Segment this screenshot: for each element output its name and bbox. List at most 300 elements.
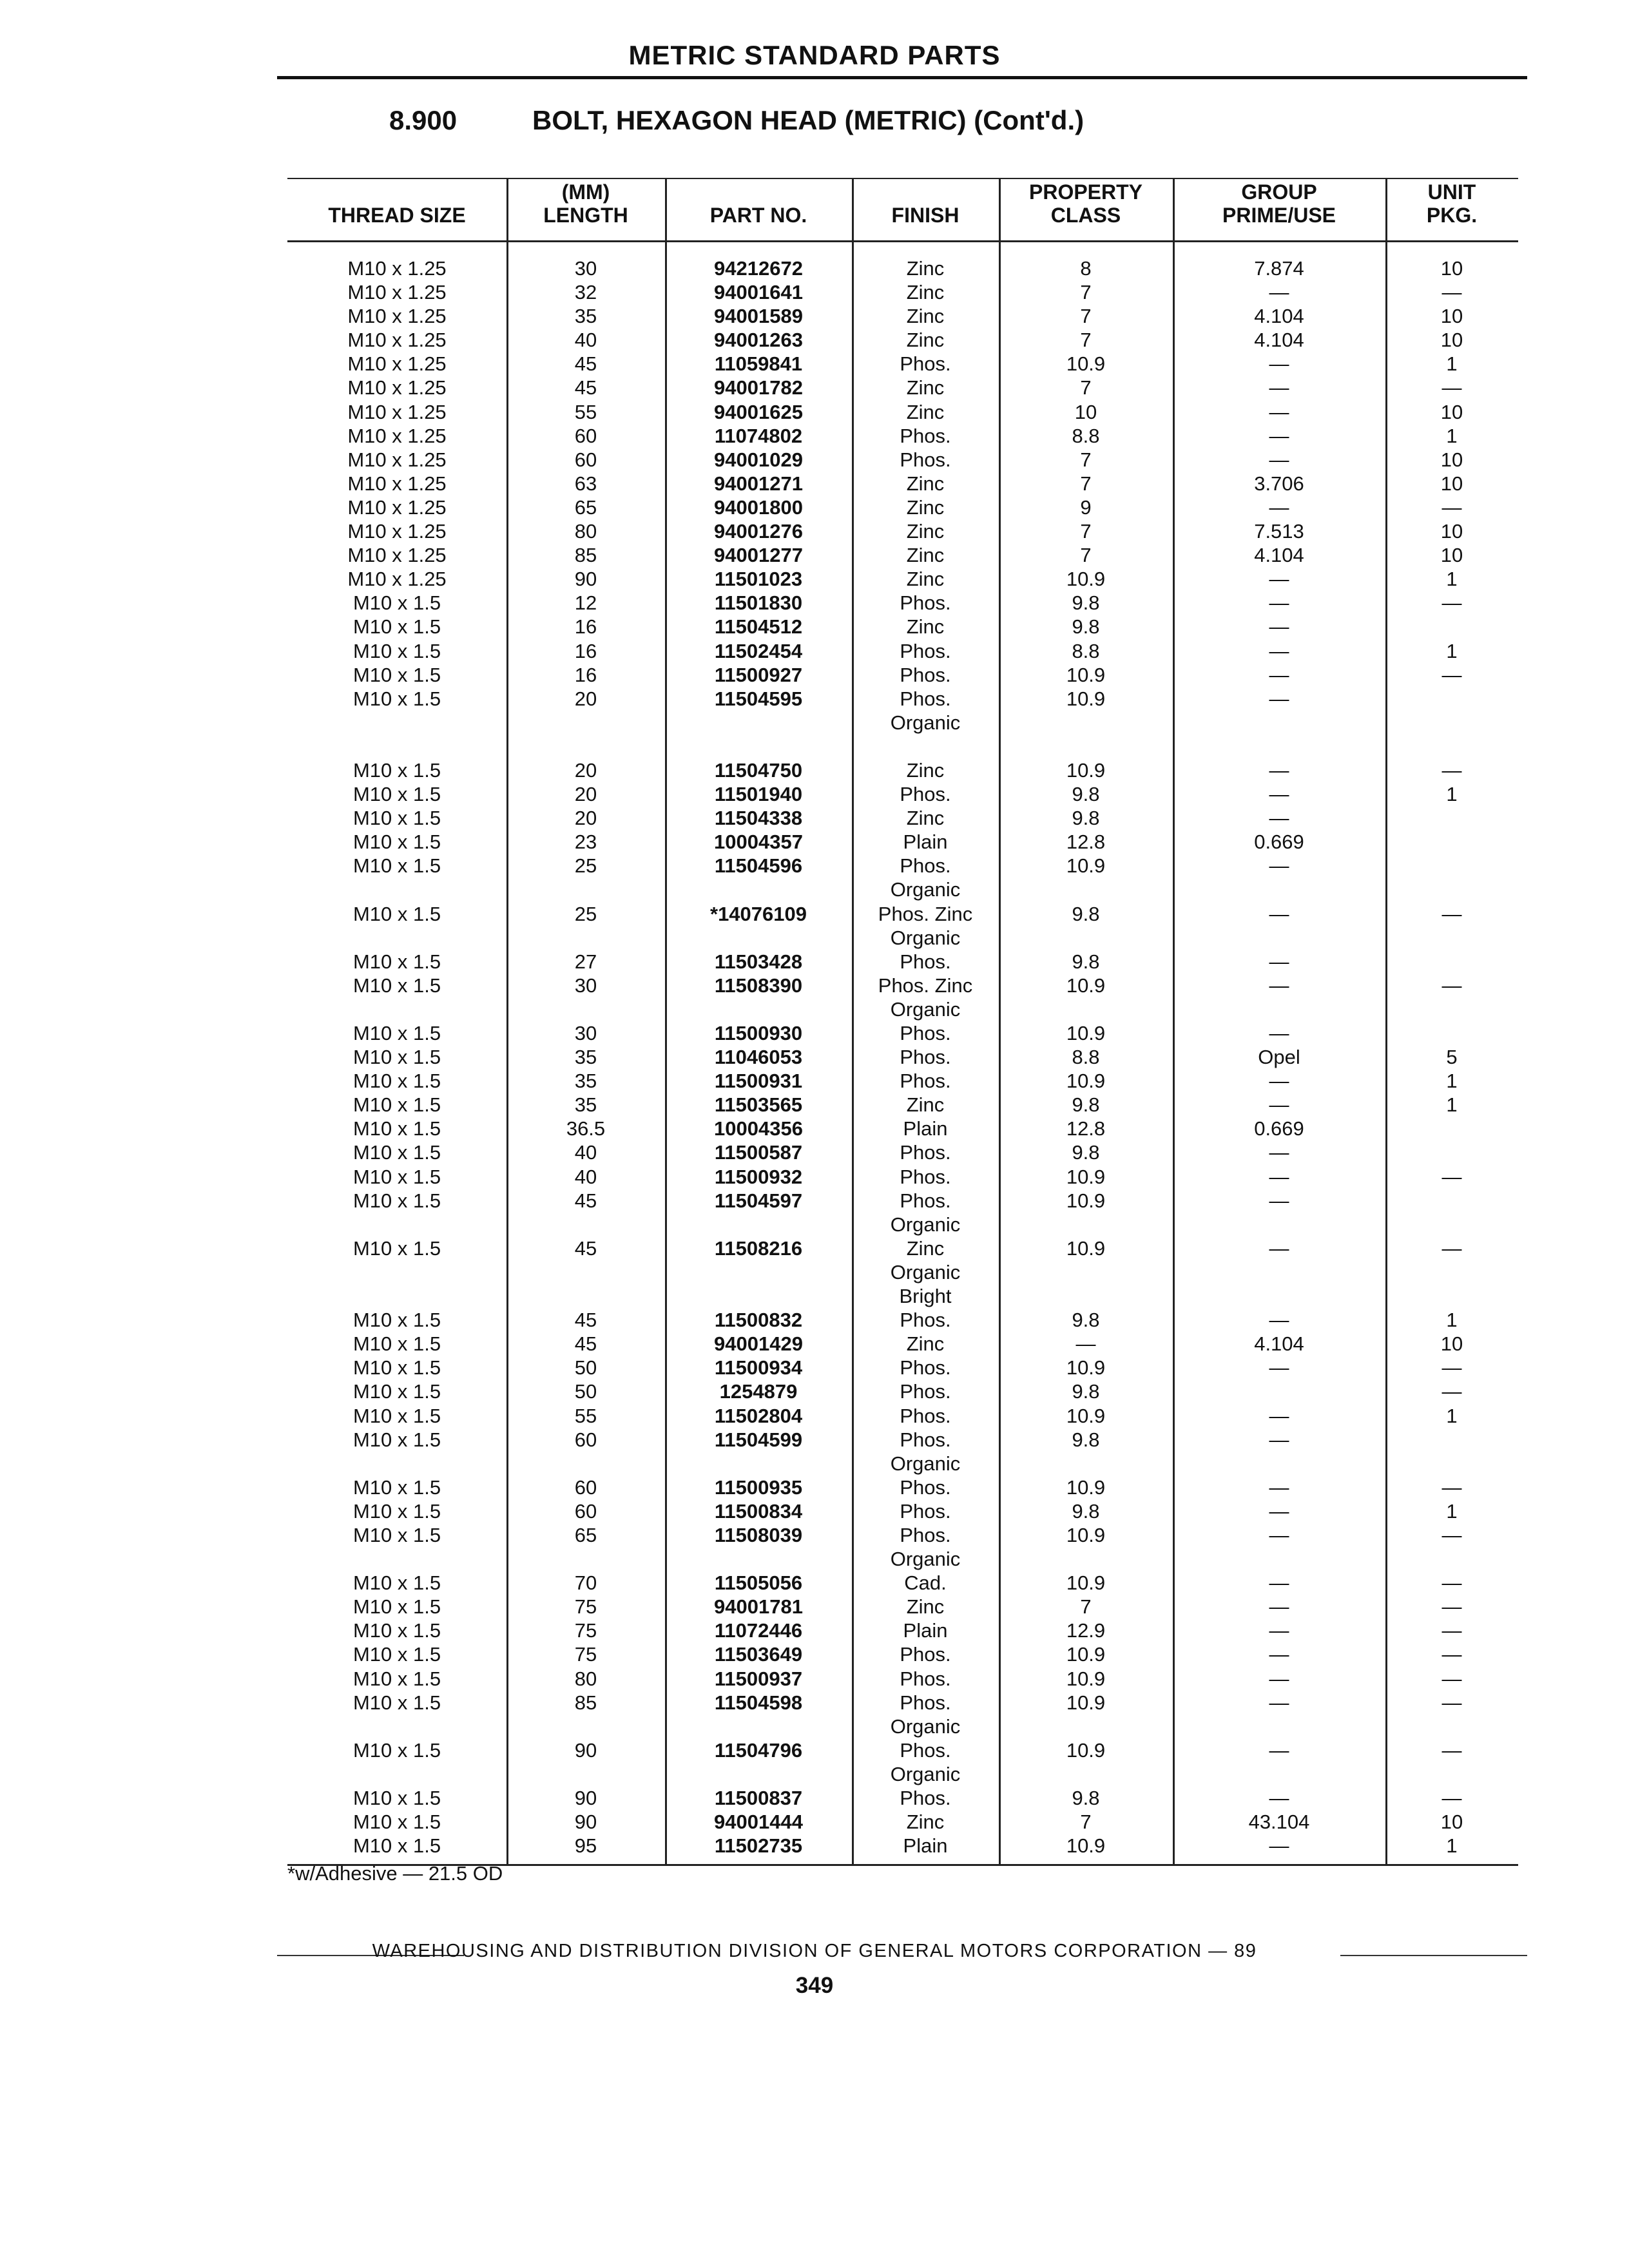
property-class-cell: 9.8 [1072, 783, 1100, 806]
length-cell: 35 [574, 305, 597, 328]
property-class-cell: 10.9 [1066, 1070, 1106, 1093]
property-class-cell: 9.8 [1072, 615, 1100, 639]
property-class-cell: 10.9 [1066, 854, 1106, 878]
property-class-cell: 10.9 [1066, 352, 1106, 376]
finish-cell: Phos. [900, 1189, 951, 1212]
property-class-cell: 9.8 [1072, 1787, 1100, 1809]
thread-size-cell: M10 x 1.5 [352, 591, 441, 615]
thread-size-cell: M10 x 1.25 [347, 568, 447, 591]
unit-pkg-cell: 10 [1440, 472, 1463, 495]
unit-pkg-cell: 10 [1440, 448, 1463, 471]
table-row [287, 902, 1518, 926]
unit-pkg-cell: — [1441, 1595, 1462, 1619]
unit-pkg-cell: 10 [1440, 329, 1463, 352]
length-cell: 35 [574, 1093, 597, 1117]
table-row [287, 997, 1518, 1021]
table-row [287, 974, 1518, 997]
table-row [287, 448, 1518, 472]
length-cell: 35 [574, 1046, 597, 1069]
group-cell: — [1269, 758, 1289, 782]
length-cell: 30 [574, 974, 597, 997]
group-cell: — [1269, 1619, 1289, 1642]
property-class-cell: 9.8 [1072, 1499, 1100, 1523]
table-row [287, 1356, 1518, 1379]
group-cell: — [1269, 1093, 1289, 1117]
table-row [287, 352, 1518, 376]
part-number-cell: 94001589 [714, 305, 803, 328]
length-cell: 45 [574, 352, 597, 376]
finish-cell: Phos. [900, 1499, 951, 1523]
thread-size-cell: M10 x 1.5 [352, 1117, 441, 1140]
group-cell: 7.513 [1254, 520, 1304, 543]
finish-cell: Organic [890, 997, 961, 1021]
part-number-cell: 11502735 [714, 1834, 803, 1858]
table-row [287, 519, 1518, 543]
group-cell: — [1269, 1643, 1289, 1666]
part-number-cell: 11500935 [714, 1475, 803, 1499]
table-row [287, 543, 1518, 567]
finish-cell: Phos. [900, 687, 951, 710]
part-number-cell: 94001625 [714, 400, 803, 423]
unit-pkg-cell: 10 [1440, 1332, 1463, 1356]
table-row [287, 1308, 1518, 1332]
thread-size-cell: M10 x 1.25 [347, 281, 447, 304]
finish-cell: Phos. [900, 854, 951, 878]
thread-size-cell: M10 x 1.25 [347, 520, 447, 543]
part-number-cell: 1254879 [719, 1380, 798, 1403]
unit-pkg-cell: 1 [1446, 1070, 1458, 1093]
unit-pkg-cell: 1 [1446, 568, 1458, 591]
length-cell: 36.5 [566, 1117, 606, 1140]
property-class-cell: 7 [1080, 1595, 1092, 1619]
unit-pkg-cell: — [1441, 663, 1462, 686]
part-number-cell: 11500937 [714, 1667, 803, 1690]
property-class-cell: 8.8 [1072, 424, 1100, 447]
length-cell: 32 [574, 281, 597, 304]
table-row [287, 1834, 1518, 1858]
thread-size-cell: M10 x 1.5 [352, 663, 441, 686]
length-cell: 63 [574, 472, 597, 495]
length-cell: 45 [574, 1236, 597, 1260]
table-row [287, 1571, 1518, 1595]
group-cell: — [1269, 1165, 1289, 1188]
table-row [287, 1428, 1518, 1452]
length-cell: 40 [574, 329, 597, 352]
property-class-cell: 12.9 [1066, 1619, 1106, 1642]
thread-size-cell: M10 x 1.5 [352, 974, 441, 997]
thread-size-cell: M10 x 1.5 [352, 1141, 441, 1164]
thread-size-cell: M10 x 1.25 [347, 400, 447, 423]
group-cell: — [1269, 1667, 1289, 1690]
thread-size-cell: M10 x 1.5 [352, 1811, 441, 1834]
table-row [287, 472, 1518, 495]
table-row [287, 1738, 1518, 1762]
table-row [287, 495, 1518, 519]
finish-cell: Phos. [900, 639, 951, 662]
length-cell: 35 [574, 1070, 597, 1093]
group-cell: — [1269, 1787, 1289, 1809]
part-number-cell: 94001444 [714, 1811, 803, 1834]
group-cell: — [1269, 1499, 1289, 1523]
finish-cell: Zinc [906, 305, 945, 328]
finish-cell: Zinc [906, 615, 945, 639]
thread-size-cell: M10 x 1.5 [352, 639, 441, 662]
finish-cell: Cad. [904, 1571, 947, 1595]
column-header-thread-size: THREAD SIZE [328, 204, 466, 227]
table-row [287, 256, 1518, 280]
table-row [287, 830, 1518, 854]
table-body [287, 256, 1518, 1858]
table-row [287, 782, 1518, 806]
unit-pkg-cell: — [1441, 1787, 1462, 1809]
finish-cell: Bright [899, 1285, 952, 1308]
length-cell: 60 [574, 1499, 597, 1523]
length-cell: 20 [574, 807, 597, 830]
thread-size-cell: M10 x 1.5 [352, 807, 441, 830]
property-class-cell: 9.8 [1072, 1309, 1100, 1332]
table-row [287, 711, 1518, 735]
unit-pkg-cell: — [1441, 376, 1462, 399]
table-row [287, 1452, 1518, 1475]
length-cell: 16 [574, 639, 597, 662]
property-class-cell: 10.9 [1066, 1523, 1106, 1546]
part-number-cell: 94001263 [714, 329, 803, 352]
length-cell: 45 [574, 1189, 597, 1212]
part-number-cell: 11504598 [714, 1691, 803, 1714]
table-row [287, 878, 1518, 901]
unit-pkg-cell: — [1441, 902, 1462, 925]
finish-cell: Organic [890, 1548, 961, 1571]
unit-pkg-cell: — [1441, 758, 1462, 782]
part-number-cell: 11500927 [714, 663, 803, 686]
property-class-cell: 9.8 [1072, 1141, 1100, 1164]
group-cell: — [1269, 1571, 1289, 1595]
group-cell: — [1269, 376, 1289, 399]
group-cell: — [1269, 1691, 1289, 1714]
part-number-cell: 11505056 [714, 1571, 803, 1595]
finish-cell: Phos. [900, 1475, 951, 1499]
group-cell: — [1269, 807, 1289, 830]
group-cell: — [1269, 615, 1289, 639]
property-class-cell: 10.9 [1066, 1834, 1106, 1858]
part-number-cell: 11504750 [714, 758, 803, 782]
group-cell: — [1269, 1022, 1289, 1044]
part-number-cell: 11503649 [714, 1643, 803, 1666]
property-class-cell: 9.8 [1072, 807, 1100, 830]
property-class-cell: 10.9 [1066, 1189, 1106, 1212]
table-row [287, 1404, 1518, 1428]
section-number: 8.900 [389, 105, 458, 135]
thread-size-cell: M10 x 1.5 [352, 1046, 441, 1069]
part-number-cell: 94001782 [714, 376, 803, 399]
unit-pkg-cell: 1 [1446, 352, 1458, 376]
thread-size-cell: M10 x 1.5 [352, 1093, 441, 1117]
finish-cell: Phos. [900, 424, 951, 447]
property-class-cell: 9.8 [1072, 1428, 1100, 1451]
part-number-cell: 11059841 [714, 352, 803, 376]
thread-size-cell: M10 x 1.5 [352, 1643, 441, 1666]
property-class-cell: 10 [1074, 400, 1097, 423]
property-class-cell: 7 [1080, 1811, 1092, 1834]
group-cell: — [1269, 1523, 1289, 1546]
table-row [287, 1786, 1518, 1810]
thread-size-cell: M10 x 1.5 [352, 1022, 441, 1044]
unit-pkg-cell: 1 [1446, 1404, 1458, 1427]
thread-size-cell: M10 x 1.25 [347, 305, 447, 328]
thread-size-cell: M10 x 1.5 [352, 783, 441, 806]
finish-cell: Phos. [900, 1643, 951, 1666]
table-row [287, 328, 1518, 352]
finish-cell: Zinc [906, 1236, 945, 1260]
part-number-cell: 11074802 [714, 424, 803, 447]
part-number-cell: 94001271 [714, 472, 803, 495]
part-number-cell: 11504599 [714, 1428, 803, 1451]
table-row [287, 1189, 1518, 1213]
table-row [287, 1762, 1518, 1786]
group-cell: 4.104 [1254, 305, 1304, 328]
property-class-cell: 10.9 [1066, 663, 1106, 686]
table-row [287, 1379, 1518, 1403]
property-class-cell: 10.9 [1066, 1667, 1106, 1690]
table-row [287, 687, 1518, 711]
unit-pkg-cell: 10 [1440, 400, 1463, 423]
length-cell: 16 [574, 663, 597, 686]
group-cell: — [1269, 1595, 1289, 1619]
property-class-cell: 10.9 [1066, 974, 1106, 997]
unit-pkg-cell: 10 [1440, 305, 1463, 328]
table-row [287, 806, 1518, 830]
unit-pkg-cell: — [1441, 591, 1462, 615]
unit-pkg-cell: — [1441, 1380, 1462, 1403]
property-class-cell: 9.8 [1072, 950, 1100, 973]
finish-cell: Zinc [906, 520, 945, 543]
page-number: 349 [795, 1973, 834, 1998]
finish-cell: Zinc [906, 495, 945, 519]
unit-pkg-cell: — [1441, 1523, 1462, 1546]
thread-size-cell: M10 x 1.5 [352, 902, 441, 925]
footnote: *w/Adhesive — 21.5 OD [287, 1862, 503, 1885]
group-cell: — [1269, 352, 1289, 376]
length-cell: 75 [574, 1643, 597, 1666]
property-class-cell: 8 [1080, 257, 1092, 280]
table-row [287, 663, 1518, 687]
property-class-cell: 9.8 [1072, 591, 1100, 615]
length-cell: 20 [574, 758, 597, 782]
finish-cell: Organic [890, 1762, 961, 1785]
table-row [287, 1117, 1518, 1140]
group-cell: 4.104 [1254, 329, 1304, 352]
property-class-cell: 7 [1080, 520, 1092, 543]
group-cell: — [1269, 568, 1289, 591]
finish-cell: Plain [903, 1117, 948, 1140]
part-number-cell: 94001781 [714, 1595, 803, 1619]
finish-cell: Organic [890, 1715, 961, 1738]
column-header-group-prime-use: GROUP PRIME/USE [1222, 180, 1336, 227]
property-class-cell: 10.9 [1066, 1643, 1106, 1666]
thread-size-cell: M10 x 1.5 [352, 1236, 441, 1260]
finish-cell: Zinc [906, 807, 945, 830]
thread-size-cell: M10 x 1.5 [352, 758, 441, 782]
finish-cell: Phos. Zinc [878, 902, 973, 925]
group-cell: — [1269, 424, 1289, 447]
part-number-cell: 11501830 [714, 591, 803, 615]
table-row [287, 950, 1518, 974]
property-class-cell: 9 [1080, 495, 1092, 519]
group-cell: — [1269, 1475, 1289, 1499]
table-row [287, 1093, 1518, 1117]
length-cell: 30 [574, 1022, 597, 1044]
thread-size-cell: M10 x 1.5 [352, 1571, 441, 1595]
table-row [287, 1499, 1518, 1523]
unit-pkg-cell: 10 [1440, 520, 1463, 543]
finish-cell: Phos. [900, 591, 951, 615]
group-cell: — [1269, 448, 1289, 471]
part-number-cell: 11502454 [714, 639, 803, 662]
part-number-cell: 11504796 [714, 1738, 803, 1762]
thread-size-cell: M10 x 1.5 [352, 1165, 441, 1188]
thread-size-cell: M10 x 1.5 [352, 1738, 441, 1762]
property-class-cell: 10.9 [1066, 1165, 1106, 1188]
table-row [287, 926, 1518, 950]
table-row [287, 567, 1518, 591]
thread-size-cell: M10 x 1.5 [352, 1691, 441, 1714]
unit-pkg-cell: 1 [1446, 783, 1458, 806]
length-cell: 90 [574, 1787, 597, 1809]
part-number-cell: 11508390 [714, 974, 803, 997]
part-number-cell: 94001276 [714, 520, 803, 543]
finish-cell: Organic [890, 878, 961, 901]
unit-pkg-cell: 1 [1446, 424, 1458, 447]
property-class-cell: 9.8 [1072, 1380, 1100, 1403]
length-cell: 45 [574, 1309, 597, 1332]
thread-size-cell: M10 x 1.5 [352, 854, 441, 878]
part-number-cell: 94212672 [714, 257, 803, 280]
finish-cell: Zinc [906, 329, 945, 352]
unit-pkg-cell: 1 [1446, 1093, 1458, 1117]
part-number-cell: 11504338 [714, 807, 803, 830]
table-row [287, 1236, 1518, 1260]
thread-size-cell: M10 x 1.25 [347, 495, 447, 519]
finish-cell: Zinc [906, 400, 945, 423]
thread-size-cell: M10 x 1.5 [352, 1787, 441, 1809]
property-class-cell: 10.9 [1066, 758, 1106, 782]
table-row [287, 280, 1518, 304]
finish-cell: Phos. [900, 352, 951, 376]
finish-cell: Zinc [906, 1595, 945, 1619]
group-cell: — [1269, 591, 1289, 615]
property-class-cell: 7 [1080, 281, 1092, 304]
finish-cell: Zinc [906, 758, 945, 782]
length-cell: 75 [574, 1619, 597, 1642]
length-cell: 70 [574, 1571, 597, 1595]
property-class-cell: 7 [1080, 472, 1092, 495]
finish-cell: Zinc [906, 376, 945, 399]
length-cell: 45 [574, 376, 597, 399]
finish-cell: Zinc [906, 544, 945, 567]
group-cell: 7.874 [1254, 257, 1304, 280]
finish-cell: Zinc [906, 1811, 945, 1834]
thread-size-cell: M10 x 1.5 [352, 1619, 441, 1642]
group-cell: — [1269, 854, 1289, 878]
length-cell: 85 [574, 1691, 597, 1714]
length-cell: 40 [574, 1141, 597, 1164]
table-row [287, 639, 1518, 663]
length-cell: 90 [574, 568, 597, 591]
thread-size-cell: M10 x 1.25 [347, 424, 447, 447]
thread-size-cell: M10 x 1.5 [352, 831, 441, 854]
part-number-cell: 11503565 [714, 1093, 803, 1117]
property-class-cell: 9.8 [1072, 1093, 1100, 1117]
thread-size-cell: M10 x 1.5 [352, 1189, 441, 1212]
table-row [287, 1691, 1518, 1715]
column-header-property-class: PROPERTY CLASS [1028, 180, 1143, 227]
thread-size-cell: M10 x 1.5 [352, 1070, 441, 1093]
finish-cell: Phos. [900, 1141, 951, 1164]
property-class-cell: 10.9 [1066, 568, 1106, 591]
table-row [287, 735, 1518, 758]
group-cell: — [1269, 495, 1289, 519]
table-row [287, 1213, 1518, 1236]
finish-cell: Phos. [900, 1428, 951, 1451]
table-row [287, 1475, 1518, 1499]
group-cell: — [1269, 1189, 1289, 1212]
table-row [287, 1332, 1518, 1356]
thread-size-cell: M10 x 1.25 [347, 257, 447, 280]
table-row [287, 1547, 1518, 1571]
property-class-cell: 7 [1080, 544, 1092, 567]
table-row [287, 424, 1518, 448]
unit-pkg-cell: — [1441, 495, 1462, 519]
group-cell: 43.104 [1248, 1811, 1310, 1834]
property-class-cell: 10.9 [1066, 1022, 1106, 1044]
length-cell: 50 [574, 1356, 597, 1379]
length-cell: 90 [574, 1811, 597, 1834]
table-row [287, 1595, 1518, 1619]
thread-size-cell: M10 x 1.5 [352, 950, 441, 973]
finish-cell: Phos. [900, 1309, 951, 1332]
thread-size-cell: M10 x 1.5 [352, 615, 441, 639]
unit-pkg-cell: 1 [1446, 1499, 1458, 1523]
length-cell: 65 [574, 495, 597, 519]
length-cell: 20 [574, 783, 597, 806]
table-row [287, 1165, 1518, 1189]
table-header-rule [287, 240, 1518, 242]
group-cell: 0.669 [1254, 1117, 1304, 1140]
unit-pkg-cell: — [1441, 1236, 1462, 1260]
finish-cell: Zinc [906, 568, 945, 591]
part-number-cell: 11500837 [714, 1787, 803, 1809]
length-cell: 25 [574, 902, 597, 925]
table-row [287, 1642, 1518, 1666]
length-cell: 75 [574, 1595, 597, 1619]
property-class-cell: 7 [1080, 305, 1092, 328]
unit-pkg-cell: — [1441, 281, 1462, 304]
table-top-rule [287, 178, 1518, 179]
finish-cell: Phos. [900, 1787, 951, 1809]
finish-cell: Phos. [900, 1380, 951, 1403]
property-class-cell: 9.8 [1072, 902, 1100, 925]
unit-pkg-cell: 10 [1440, 544, 1463, 567]
part-number-cell: 94001641 [714, 281, 803, 304]
group-cell: — [1269, 974, 1289, 997]
property-class-cell: 10.9 [1066, 1571, 1106, 1595]
length-cell: 60 [574, 424, 597, 447]
unit-pkg-cell: 10 [1440, 257, 1463, 280]
thread-size-cell: M10 x 1.5 [352, 1667, 441, 1690]
unit-pkg-cell: — [1441, 1738, 1462, 1762]
finish-cell: Organic [890, 711, 961, 734]
table-row [287, 1260, 1518, 1284]
